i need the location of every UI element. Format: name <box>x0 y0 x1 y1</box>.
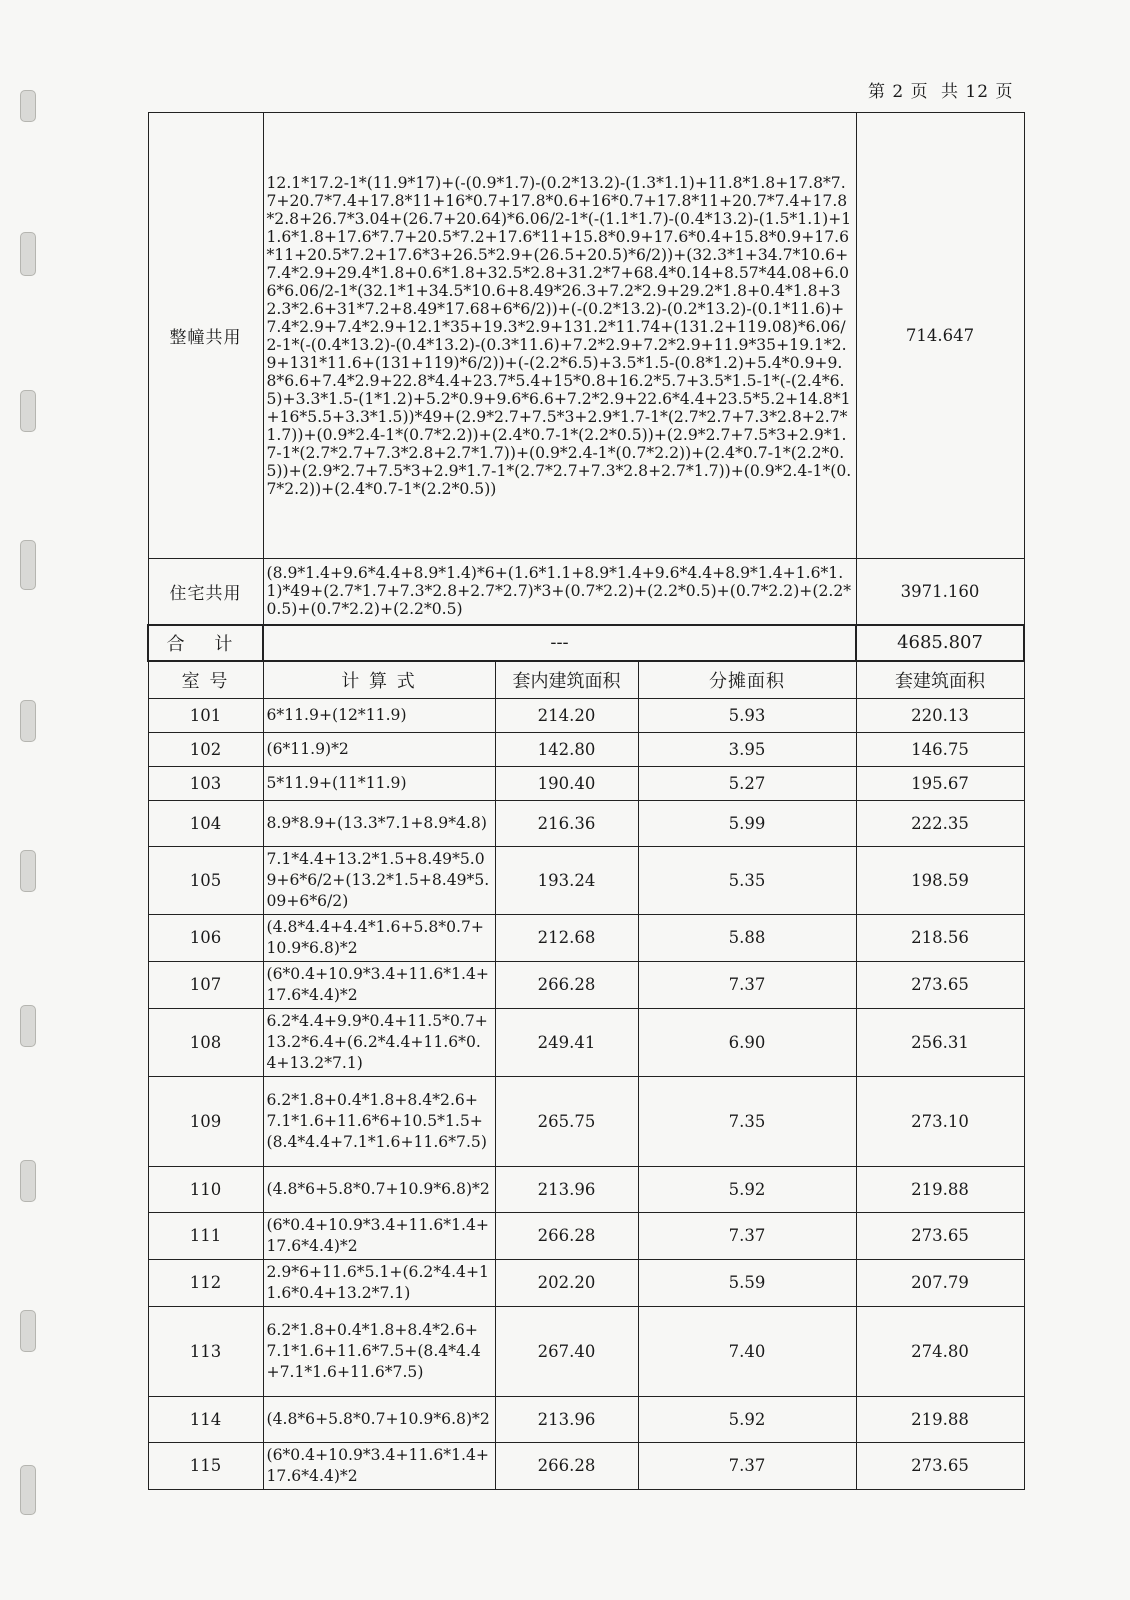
total-area: 220.13 <box>856 698 1024 732</box>
shared-area: 5.27 <box>638 766 856 800</box>
area-calculation-table <box>147 112 1025 1490</box>
binding-hole <box>20 1310 36 1352</box>
table-row <box>148 800 1024 846</box>
total-area: 273.65 <box>856 1442 1024 1489</box>
inner-area: 202.20 <box>495 1259 638 1306</box>
table-row <box>148 1396 1024 1442</box>
binding-hole <box>20 390 36 432</box>
total-label: 合 计 <box>148 625 263 661</box>
table-row <box>148 914 1024 961</box>
room-formula: 6.2*1.8+0.4*1.8+8.4*2.6+7.1*1.6+11.6*6+10.5*1.5+(8.4*4.4+7.1*1.6+11.6*7.5) <box>263 1076 495 1166</box>
inner-area: 216.36 <box>495 800 638 846</box>
room-formula: (6*0.4+10.9*3.4+11.6*1.4+17.6*4.4)*2 <box>263 961 495 1008</box>
inner-area: 266.28 <box>495 1212 638 1259</box>
inner-area: 266.28 <box>495 1442 638 1489</box>
room-formula: 2.9*6+11.6*5.1+(6.2*4.4+11.6*0.4+13.2*7.1) <box>263 1259 495 1306</box>
shared-area: 5.93 <box>638 698 856 732</box>
room-number: 104 <box>148 800 263 846</box>
header-total-area: 套建筑面积 <box>856 661 1024 699</box>
room-number: 111 <box>148 1212 263 1259</box>
shared-area: 5.92 <box>638 1396 856 1442</box>
shared-area: 5.92 <box>638 1166 856 1212</box>
table-row <box>148 1212 1024 1259</box>
room-number: 113 <box>148 1306 263 1396</box>
shared-area: 5.35 <box>638 846 856 914</box>
inner-area: 266.28 <box>495 961 638 1008</box>
table-row <box>148 698 1024 732</box>
summary-formula: (8.9*1.4+9.6*4.4+8.9*1.4)*6+(1.6*1.1+8.9*1.4+9.6*4.4+8.9*1.4+1.6*1.1)*49+(2.7*1.7+7.3*2.8+2.7*2.7)*3+(0.7*2.2)+(2.2*0.5)+(0.7*2.2)+(2.2*0.5)+(0.7*2.2)+(2.2*0.5) <box>263 559 856 625</box>
shared-area: 7.35 <box>638 1076 856 1166</box>
total-value: 4685.807 <box>856 625 1024 661</box>
room-formula: 6*11.9+(12*11.9) <box>263 698 495 732</box>
table-row <box>148 961 1024 1008</box>
header-row <box>148 661 1024 699</box>
room-number: 112 <box>148 1259 263 1306</box>
summary-value: 714.647 <box>856 113 1024 559</box>
room-number: 101 <box>148 698 263 732</box>
table-row <box>148 1166 1024 1212</box>
table-row <box>148 1306 1024 1396</box>
binding-hole <box>20 1160 36 1202</box>
room-formula: 6.2*1.8+0.4*1.8+8.4*2.6+7.1*1.6+11.6*7.5+(8.4*4.4+7.1*1.6+11.6*7.5) <box>263 1306 495 1396</box>
room-number: 115 <box>148 1442 263 1489</box>
room-formula: (4.8*4.4+4.4*1.6+5.8*0.7+10.9*6.8)*2 <box>263 914 495 961</box>
header-shared-area: 分摊面积 <box>638 661 856 699</box>
total-pages: 共 12 页 <box>941 82 1014 102</box>
total-area: 273.65 <box>856 1212 1024 1259</box>
total-row <box>148 625 1024 661</box>
summary-label: 住宅共用 <box>148 559 263 625</box>
total-area: 195.67 <box>856 766 1024 800</box>
total-area: 207.79 <box>856 1259 1024 1306</box>
total-area: 219.88 <box>856 1166 1024 1212</box>
total-area: 218.56 <box>856 914 1024 961</box>
table-row <box>148 1076 1024 1166</box>
table-row <box>148 1008 1024 1076</box>
binding-hole <box>20 1005 36 1047</box>
inner-area: 267.40 <box>495 1306 638 1396</box>
room-number: 106 <box>148 914 263 961</box>
room-formula: (4.8*6+5.8*0.7+10.9*6.8)*2 <box>263 1396 495 1442</box>
room-formula: (4.8*6+5.8*0.7+10.9*6.8)*2 <box>263 1166 495 1212</box>
room-number: 103 <box>148 766 263 800</box>
room-number: 107 <box>148 961 263 1008</box>
binding-hole <box>20 850 36 892</box>
room-formula: (6*0.4+10.9*3.4+11.6*1.4+17.6*4.4)*2 <box>263 1212 495 1259</box>
summary-row-building <box>148 113 1024 559</box>
total-area: 222.35 <box>856 800 1024 846</box>
shared-area: 7.37 <box>638 961 856 1008</box>
room-number: 114 <box>148 1396 263 1442</box>
binding-hole <box>20 700 36 742</box>
binding-hole <box>20 1465 36 1515</box>
total-area: 274.80 <box>856 1306 1024 1396</box>
inner-area: 142.80 <box>495 732 638 766</box>
shared-area: 7.37 <box>638 1212 856 1259</box>
total-area: 198.59 <box>856 846 1024 914</box>
shared-area: 7.40 <box>638 1306 856 1396</box>
table-row <box>148 766 1024 800</box>
room-number: 109 <box>148 1076 263 1166</box>
inner-area: 265.75 <box>495 1076 638 1166</box>
inner-area: 213.96 <box>495 1396 638 1442</box>
shared-area: 7.37 <box>638 1442 856 1489</box>
page-number <box>868 77 1019 102</box>
table-row <box>148 1259 1024 1306</box>
table-row <box>148 1442 1024 1489</box>
room-number: 108 <box>148 1008 263 1076</box>
summary-row-residential <box>148 559 1024 625</box>
header-room: 室 号 <box>148 661 263 699</box>
inner-area: 213.96 <box>495 1166 638 1212</box>
summary-formula: 12.1*17.2-1*(11.9*17)+(-(0.9*1.7)-(0.2*13.2)-(1.3*1.1)+11.8*1.8+17.8*7.7+20.7*7.4+17.8*11+16*0.7+17.8*0.6+16*0.7+17.8*11+20.7*7.4+17.8*2.8+26.7*3.04+(26.7+20.64)*6.06/2-1*(-(1.1*1.7)-(0.4*13.2)-(1.5*1.1)+11.6*1.8+17.6*7.7+20.5*7.2+17.6*11+15.8*0.9+17.6*0.4+15.8*0.9+17.6*11+20.5*7.2+17.6*3+26.5*2.9+(26.5+20.5)*6/2))+(32.3*1+34.7*10.6+7.4*2.9+29.4*1.8+0.6*1.8+32.5*2.8+31.2*7+68.4*0.14+8.57*44.08+6.06*6.06/2-1*(32.1*1+34.5*10.6+8.49*26.3+7.2*2.9+29.2*1.8+0.4*1.8+32.3*2.6+31*7.2+8.49*17.68+6*6/2))+(-(0.2*13.2)-(0.2*13.2)-(0.1*11.6)+7.4*2.9+7.4*2.9+12.1*35+19.3*2.9+131.2*11.74+(131.2+119.08)*6.06/2-1*(-(0.4*13.2)-(0.4*13.2)-(0.3*11.6)+7.2*2.9+7.2*2.9+11.9*35+19.1*2.9+131*11.6+(131+119)*6/2))+(-(2.2*6.5)+3.5*1.5-(0.8*1.2)+5.4*0.9+9.8*6.6+7.4*2.9+22.8*4.4+23.7*5.4+15*0.8+16.2*5.7+3.5*1.5-1*(-(2.4*6.5)+3.3*1.5-(1*1.2)+5.2*0.9+9.6*6.6+7.2*2.9+22.6*4.4+23.5*5.2+14.8*1+16*5.5+3.3*1.5))*49+(2.9*2.7+7.5*3+2.9*1.7-1*(2.7*2.7+7.3*2.8+2.7*1.7))+(0.9*2.4-1*(0.7*2.2))+(2.4*0.7-1*(2.2*0.5))+(2.9*2.7+7.5*3+2.9*1.7-1*(2.7*2.7+7.3*2.8+2.7*1.7))+(0.9*2.4-1*(0.7*2.2))+(2.4*0.7-1*(2.2*0.5))+(2.9*2.7+7.5*3+2.9*1.7-1*(2.7*2.7+7.3*2.8+2.7*1.7))+(0.9*2.4-1*(0.7*2.2))+(2.4*0.7-1*(2.2*0.5)) <box>263 113 856 559</box>
room-number: 102 <box>148 732 263 766</box>
header-formula: 计 算 式 <box>263 661 495 699</box>
total-area: 146.75 <box>856 732 1024 766</box>
shared-area: 6.90 <box>638 1008 856 1076</box>
inner-area: 214.20 <box>495 698 638 732</box>
binding-hole <box>20 540 36 590</box>
total-formula: --- <box>263 625 856 661</box>
room-formula: 5*11.9+(11*11.9) <box>263 766 495 800</box>
table-row <box>148 846 1024 914</box>
total-area: 219.88 <box>856 1396 1024 1442</box>
room-number: 110 <box>148 1166 263 1212</box>
total-area: 273.10 <box>856 1076 1024 1166</box>
total-area: 273.65 <box>856 961 1024 1008</box>
header-inner-area: 套内建筑面积 <box>495 661 638 699</box>
summary-label: 整幢共用 <box>148 113 263 559</box>
total-area: 256.31 <box>856 1008 1024 1076</box>
summary-value: 3971.160 <box>856 559 1024 625</box>
room-formula: (6*11.9)*2 <box>263 732 495 766</box>
room-number: 105 <box>148 846 263 914</box>
inner-area: 190.40 <box>495 766 638 800</box>
room-formula: (6*0.4+10.9*3.4+11.6*1.4+17.6*4.4)*2 <box>263 1442 495 1489</box>
current-page: 第 2 页 <box>868 82 929 102</box>
shared-area: 5.99 <box>638 800 856 846</box>
table-row <box>148 732 1024 766</box>
binding-hole <box>20 232 36 276</box>
inner-area: 249.41 <box>495 1008 638 1076</box>
binding-hole <box>20 90 36 122</box>
room-formula: 6.2*4.4+9.9*0.4+11.5*0.7+13.2*6.4+(6.2*4.4+11.6*0.4+13.2*7.1) <box>263 1008 495 1076</box>
shared-area: 5.88 <box>638 914 856 961</box>
room-formula: 7.1*4.4+13.2*1.5+8.49*5.09+6*6/2+(13.2*1.5+8.49*5.09+6*6/2) <box>263 846 495 914</box>
inner-area: 193.24 <box>495 846 638 914</box>
shared-area: 5.59 <box>638 1259 856 1306</box>
room-formula: 8.9*8.9+(13.3*7.1+8.9*4.8) <box>263 800 495 846</box>
inner-area: 212.68 <box>495 914 638 961</box>
shared-area: 3.95 <box>638 732 856 766</box>
binding-holes <box>14 0 48 1600</box>
